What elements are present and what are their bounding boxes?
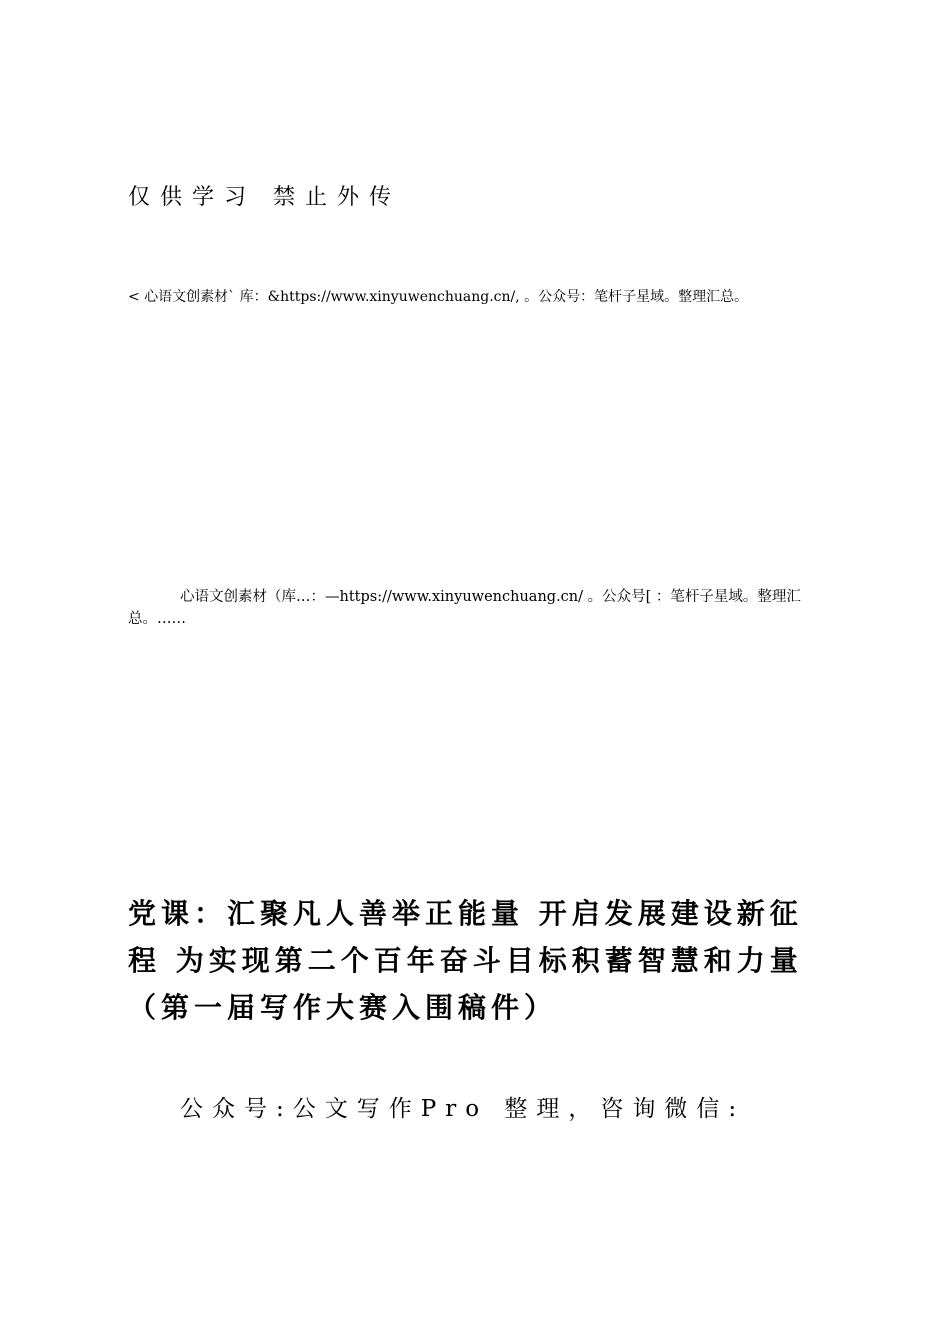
source-line-2: 心语文创素材（库…：—https://www.xinyuwenchuang.cn/ 。公众号[ ：笔杆子星域。整理汇总。…… bbox=[128, 589, 801, 627]
footer-contact: 公众号:公文写作Pro 整理，咨询微信: bbox=[180, 1096, 746, 1122]
document-title: 党课：汇聚凡人善举正能量 开启发展建设新征程 为实现第二个百年奋斗目标积蓄智慧和力量（第一届写作大赛入围稿件） bbox=[128, 897, 803, 1024]
source-line-1: < 心语文创素材` 库：&https://www.xinyuwenchuang.cn/, 。公众号：笔杆子星域。整理汇总。 bbox=[128, 289, 749, 305]
usage-notice: 仅供学习 禁止外传 bbox=[128, 185, 401, 210]
